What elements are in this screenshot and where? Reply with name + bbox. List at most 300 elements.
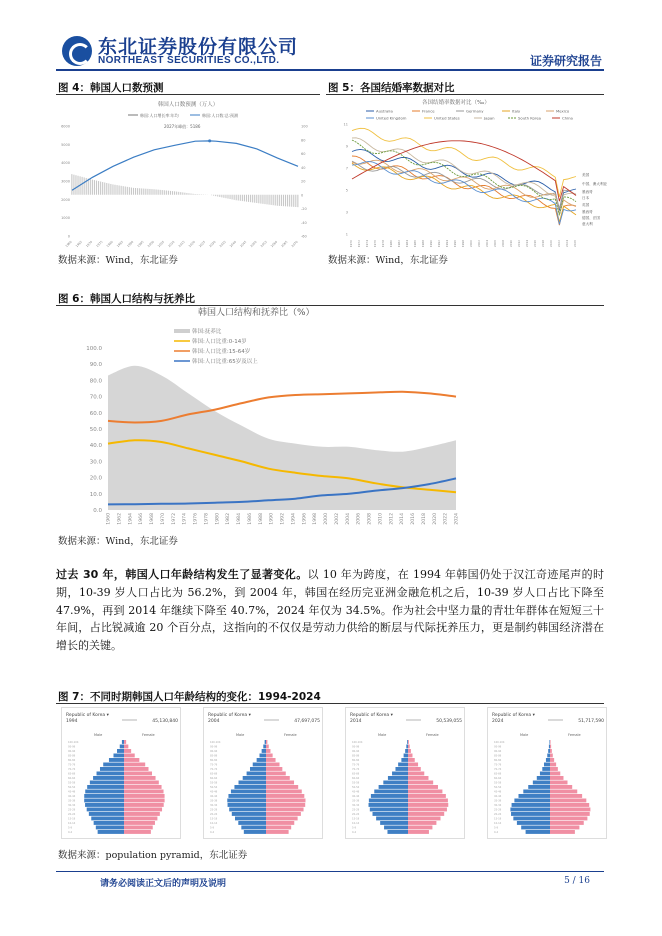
fig4-ytick-right: 80 [301, 138, 306, 143]
pyramid-age-label: 10-14 [352, 822, 360, 825]
fig6-legend [174, 327, 258, 365]
pyramid-age-label: 70-74 [210, 768, 218, 771]
fig4-source: 数据来源：Wind，东北证券 [58, 255, 178, 266]
fig6-xtick: 2012 [389, 513, 395, 525]
pyramid-age-label: 55-59 [210, 781, 218, 785]
fig4-ytick-right: -40 [301, 220, 307, 225]
fig4-xtick: 2020 [187, 239, 196, 249]
pyramid-female-bar [266, 758, 276, 762]
pyramid-female-bar [408, 821, 436, 825]
pyramid-female-bar [550, 749, 552, 753]
pyramid-male-bar [384, 826, 408, 830]
fig4-bar [250, 195, 251, 202]
pyramid-female-bar [550, 767, 558, 771]
fig4-bar [147, 189, 148, 195]
fig5-xtick: 1974 [365, 240, 369, 248]
pyramid-female-bar [408, 758, 415, 762]
pyramid-age-label: 30-34 [210, 804, 218, 807]
fig5-xtick: 2000 [469, 240, 473, 248]
fig6-ytick: 80.0 [89, 378, 102, 385]
fig5-source: 数据来源：Wind，东北证券 [328, 255, 448, 266]
pyramid-age-label: 55-59 [494, 781, 502, 785]
pyramid-age-label: 45-49 [68, 790, 76, 794]
pyramid-age-label: 30-34 [494, 804, 502, 807]
pyramid-male-bar [91, 817, 124, 821]
fig6-inner-title: 韩国人口结构和抚养比（%） [198, 308, 315, 318]
svg-text:日本: 日本 [582, 196, 590, 200]
pyramid-male-bar [518, 794, 550, 798]
pyramid-male-bar [540, 772, 550, 776]
fig4-bar [114, 185, 115, 195]
fig6-legend-0: 韩国:抚养比 [192, 329, 222, 335]
pyramid-age-label: 90-94 [210, 750, 218, 753]
report-type: 证券研究报告 [529, 54, 602, 68]
fig6-xtick: 1966 [139, 513, 145, 525]
pyramid-female-bar [550, 812, 590, 816]
fig4-rule [56, 94, 320, 95]
pyramid-male-bar [265, 740, 266, 744]
pyramid-male-bar [120, 745, 124, 749]
fig4-bar [246, 195, 247, 202]
fig4-bar [232, 195, 233, 200]
fig4-xtick: 2005 [156, 239, 166, 249]
fig6-xtick: 2000 [324, 513, 329, 525]
fig5-legend-8: South Korea [518, 115, 542, 121]
pyramid-female-bar [124, 758, 139, 762]
fig4-bar [121, 186, 122, 195]
fig4-bar [238, 195, 239, 201]
fig6-ytick: 90.0 [89, 362, 102, 369]
fig4-bar [215, 195, 216, 196]
pyramid-female-bar [266, 790, 302, 794]
pyramid-male-bar [235, 817, 266, 821]
pyramid-male-bar [231, 790, 266, 794]
pyramid-age-label: 5-9 [210, 826, 215, 830]
pyramid-male-bar [542, 767, 550, 771]
pyramid-female-bar [266, 817, 298, 821]
pyramid-male-bar [380, 821, 408, 825]
fig5-xtick: 1986 [413, 240, 417, 248]
fig4-bar [273, 195, 274, 205]
population-pyramid-chart [346, 708, 466, 840]
fig6-xtick: 2010 [378, 513, 384, 525]
pyramid-female-label: Female [426, 733, 439, 737]
fig6-ytick: 70.0 [89, 394, 102, 401]
pyramid-female-label: Female [142, 733, 155, 737]
fig5-xtick: 1992 [437, 240, 441, 248]
fig4-bar [153, 189, 154, 195]
pyramid-male-bar [84, 794, 124, 798]
fig5-ytick: 3 [345, 210, 348, 215]
pyramid-female-bar [408, 745, 410, 749]
pyramid-male-bar [94, 821, 124, 825]
pyramid-female-bar [408, 754, 412, 758]
fig4-line [72, 141, 298, 190]
fig4-bar [291, 195, 292, 207]
fig4-bar [188, 193, 189, 195]
pyramid-female-bar [550, 826, 579, 830]
population-pyramid-chart [488, 708, 608, 840]
fig4-bar [82, 177, 83, 195]
fig4-bar [92, 180, 93, 195]
fig5-series-line [352, 149, 576, 210]
pyramid-population: 51,717,590 [578, 719, 604, 724]
fig4-ytick-right: 0 [301, 193, 304, 198]
pyramid-age-label: 55-59 [68, 781, 76, 785]
fig5-xtick: 2010 [509, 240, 513, 248]
pyramid-male-bar [373, 812, 408, 816]
pyramid-age-label: 75-79 [352, 763, 360, 767]
fig6-ytick: 0.0 [93, 508, 102, 514]
pyramid-male-bar [517, 821, 550, 825]
fig6-title: 图 6：韩国人口结构与抚养比 [58, 293, 195, 305]
pyramid-female-bar [408, 767, 421, 771]
fig6-xtick: 1988 [258, 513, 264, 525]
fig4-bar [162, 190, 163, 195]
pyramid-male-bar [90, 781, 124, 785]
pyramid-male-bar [383, 781, 408, 785]
pyramid-age-label: 35-39 [210, 799, 218, 803]
pyramid-male-label: Male [236, 733, 245, 737]
fig6-xtick: 2014 [400, 513, 406, 525]
fig4-bar [106, 183, 107, 195]
pyramid-male-bar [241, 826, 266, 830]
pyramid-population: 45,130,840 [152, 719, 178, 724]
pyramid-male-bar [103, 763, 124, 767]
fig6-xtick: 2016 [411, 513, 416, 525]
pyramid-male-bar [85, 803, 124, 807]
pyramid-age-label: 85-89 [68, 754, 76, 758]
pyramid-male-bar [376, 817, 408, 821]
fig6-xtick: 2020 [432, 513, 438, 525]
fig5-rule [326, 94, 604, 95]
fig4-bar [256, 195, 257, 203]
fig4-bar [271, 195, 272, 205]
fig5-xtick: 2016 [533, 240, 537, 248]
pyramid-male-bar [546, 758, 550, 762]
fig6-xtick: 1976 [193, 513, 199, 525]
fig4-bar [170, 191, 171, 195]
pyramid-age-label: 20-24 [352, 813, 360, 816]
fig4-bar [219, 195, 220, 197]
pyramid-female-label: Female [284, 733, 297, 737]
fig4-ytick-right: -20 [301, 207, 307, 211]
pyramid-female-bar [550, 790, 577, 794]
pyramid-male-bar [512, 803, 550, 807]
fig4-bar [213, 195, 214, 196]
pyramid-male-bar [544, 763, 550, 767]
fig4-bar [141, 188, 142, 194]
pyramid-female-bar [124, 817, 157, 821]
pyramid-female-bar [408, 749, 411, 753]
fig4-ytick-right: 60 [301, 152, 306, 156]
pyramid-female-bar [266, 799, 305, 803]
fig5-inner-title: 各国结婚率数据对比（‰） [422, 100, 490, 106]
fig5-legend-0: Australia [376, 108, 393, 114]
fig5-xtick: 1978 [381, 240, 385, 248]
pyramid-female-bar [408, 785, 438, 789]
pyramid-male-bar [401, 758, 408, 762]
pyramid-age-label: 10-14 [68, 822, 76, 825]
fig4-legend-line: 韩国:人口数:总:预测 [202, 113, 239, 118]
pyramid-female-bar [550, 758, 554, 762]
pyramid-female-bar [408, 803, 448, 807]
fig4-xtick: 2070 [290, 239, 299, 249]
pyramid-age-label: 15-19 [494, 817, 502, 821]
pyramid-male-bar [510, 808, 550, 812]
pyramid-male-bar [85, 790, 124, 794]
pyramid-female-bar [408, 790, 442, 794]
pyramid-male-bar [511, 812, 550, 816]
fig4-xtick: 2045 [239, 239, 248, 249]
pyramid-male-bar [369, 803, 408, 807]
pyramid-male-bar [263, 745, 266, 749]
fig6-ytick: 40.0 [89, 443, 102, 450]
pyramid-female-label: Female [568, 733, 581, 737]
fig5-xtick: 2024 [565, 240, 569, 248]
pyramid-male-bar [234, 785, 266, 789]
fig4-bar [221, 195, 222, 198]
svg-text:墨西哥: 墨西哥 [582, 210, 593, 214]
pyramid-male-bar [387, 830, 408, 834]
fig4-ytick: 5000 [61, 142, 70, 147]
pyramid-female-bar [266, 740, 267, 744]
fig4-bar [248, 195, 249, 202]
fig6-legend-2: 韩国:人口比重:15-64岁 [192, 349, 251, 355]
pyramid-female-bar [266, 781, 294, 785]
pyramid-country: Republic of Korea ▾ [492, 713, 535, 718]
fig4-bar [119, 185, 120, 194]
pyramid-age-label: 60-64 [352, 777, 360, 780]
pyramid-male-bar [547, 754, 550, 758]
pyramid-age-label: 80-84 [210, 759, 218, 762]
pyramid-female-bar [124, 808, 162, 812]
fig4-bar [102, 182, 103, 195]
fig6-xtick: 1972 [171, 513, 177, 525]
fig4-bar [90, 179, 91, 195]
pyramid-age-label: 80-84 [494, 759, 502, 762]
pyramid-age-label: 95-99 [352, 745, 360, 749]
fig4-peak-marker [208, 139, 211, 142]
fig4-xtick: 2015 [177, 239, 186, 249]
fig4-bar [275, 195, 276, 206]
fig4-bar [166, 190, 167, 194]
pyramid-year: 1994 [66, 719, 78, 724]
fig6-xtick: 2004 [345, 513, 351, 525]
fig4-bar [293, 195, 294, 207]
pyramid-male-bar [232, 812, 266, 816]
fig4-bar [110, 184, 111, 195]
fig5-title: 图 5：各国结婚率数据对比 [328, 82, 455, 94]
pyramid-age-label: 25-29 [494, 808, 502, 812]
pyramid-age-label: 75-79 [68, 763, 76, 767]
fig4-ytick-right: -60 [301, 234, 307, 239]
pyramid-country: Republic of Korea ▾ [66, 713, 109, 718]
fig4-bar [96, 181, 97, 195]
fig5-legend-9: China [562, 115, 573, 121]
fig5-ytick: 5 [345, 188, 348, 193]
pyramid-age-label: 70-74 [352, 768, 360, 771]
fig4-bar [98, 181, 99, 195]
pyramid-age-label: 0-4 [210, 831, 215, 834]
pyramid-male-label: Male [378, 733, 387, 737]
pyramid-age-label: 70-74 [68, 768, 76, 771]
fig4-xtick: 1990 [126, 239, 135, 249]
pyramid-population: 47,697,075 [294, 719, 320, 724]
fig4-bar [297, 195, 298, 207]
pyramid-female-bar [550, 781, 567, 785]
pyramid-male-bar [87, 785, 124, 789]
pyramid-age-label: 60-64 [494, 777, 502, 780]
fig4-ytick: 4000 [61, 161, 70, 166]
pyramid-female-bar [124, 821, 155, 825]
pyramid-female-bar [550, 763, 556, 767]
pyramid-age-label: 60-64 [68, 777, 76, 780]
pyramid-female-bar [266, 767, 282, 771]
fig4-bar [258, 195, 259, 204]
fig5-ytick: 9 [345, 144, 348, 149]
pyramid-female-bar [124, 754, 135, 758]
fig5-legend-2: Germany [466, 108, 484, 114]
pyramid-female-bar [408, 794, 446, 798]
pyramid-age-label: 20-24 [210, 813, 218, 816]
pyramid-female-bar [124, 812, 160, 816]
fig6-ytick: 100.0 [86, 346, 102, 352]
fig6-xtick: 1986 [247, 513, 253, 525]
fig4-bar [242, 195, 243, 201]
fig6-ytick: 20.0 [89, 475, 102, 482]
population-pyramid-chart [62, 708, 182, 840]
fig4-bar [145, 189, 146, 195]
pyramid-female-bar [124, 826, 153, 830]
pyramid-age-label: 95-99 [68, 745, 76, 749]
svg-text:意大利: 意大利 [582, 222, 593, 226]
pyramid-male-bar [93, 776, 124, 780]
fig4-ytick: 0 [67, 234, 70, 239]
fig5-legend-6: United States [434, 115, 460, 121]
fig5-xtick: 2022 [557, 240, 561, 248]
population-pyramid-panel [61, 707, 181, 839]
fig4-bar [266, 195, 267, 205]
pyramid-male-bar [398, 763, 408, 767]
pyramid-male-bar [98, 830, 124, 834]
fig4-bar [234, 195, 235, 200]
pyramid-male-bar [96, 826, 124, 830]
pyramid-male-bar [549, 740, 550, 744]
pyramid-male-bar [109, 758, 124, 762]
pyramid-age-label: 35-39 [68, 799, 76, 803]
fig4-xtick: 2050 [249, 239, 258, 249]
fig4-ytick-right: 40 [301, 165, 306, 170]
pyramid-age-label: 20-24 [68, 813, 76, 816]
fig4-bar [117, 185, 118, 195]
pyramid-age-label: 40-44 [68, 795, 76, 798]
pyramid-male-bar [395, 767, 408, 771]
pyramid-age-label: 95-99 [210, 745, 218, 749]
fig4-xtick: 2035 [218, 239, 227, 249]
company-logo-icon [62, 36, 92, 66]
pyramid-female-bar [408, 772, 424, 776]
pyramid-age-label: 100-104 [68, 741, 79, 744]
pyramid-female-bar [266, 749, 270, 753]
fig4-bar [100, 182, 101, 195]
fig6-xtick: 1964 [128, 513, 134, 525]
fig4-chart [56, 96, 320, 249]
fig4-bar [88, 179, 89, 195]
fig4-bar [94, 180, 95, 195]
pyramid-female-bar [124, 749, 131, 753]
svg-text:中国、澳大利亚: 中国、澳大利亚 [582, 182, 608, 186]
fig5-xtick: 2014 [525, 240, 529, 248]
fig4-bar [184, 193, 185, 195]
pyramid-male-bar [406, 745, 408, 749]
pyramid-female-bar [124, 767, 148, 771]
svg-text:墨西哥: 墨西哥 [582, 190, 593, 194]
pyramid-age-label: 20-24 [494, 813, 502, 816]
fig6-xtick: 1990 [269, 513, 275, 525]
pyramid-male-label: Male [520, 733, 529, 737]
pyramid-female-bar [266, 826, 291, 830]
pyramid-female-bar [550, 803, 589, 807]
pyramid-male-bar [521, 826, 550, 830]
pyramid-male-bar [514, 799, 550, 803]
fig4-bar [283, 195, 284, 206]
fig5-xtick: 2020 [549, 240, 553, 248]
pyramid-male-bar [243, 776, 266, 780]
pyramid-male-bar [404, 754, 408, 758]
pyramid-female-bar [124, 799, 165, 803]
fig4-bar [260, 195, 261, 204]
pyramid-female-bar [550, 830, 575, 834]
fig4-bar [160, 190, 161, 195]
fig6-chart [80, 302, 470, 528]
pyramid-age-label: 85-89 [352, 754, 360, 758]
pyramid-female-bar [408, 799, 448, 803]
fig4-inner-title: 韩国人口数预测（万人） [157, 102, 219, 108]
fig4-xtick: 1975 [95, 239, 104, 249]
pyramid-age-label: 85-89 [494, 754, 502, 758]
fig4-bar [135, 188, 136, 195]
fig4-xtick: 2065 [280, 239, 289, 249]
pyramid-age-label: 45-49 [352, 790, 360, 794]
pyramid-age-label: 25-29 [68, 808, 76, 812]
fig5-series-line [352, 138, 576, 214]
fig4-bar [172, 191, 173, 195]
pyramid-age-label: 75-79 [210, 763, 218, 767]
fig4-bar [156, 189, 157, 194]
pyramid-age-label: 40-44 [210, 795, 218, 798]
pyramid-male-bar [392, 772, 408, 776]
pyramid-age-label: 10-14 [494, 822, 502, 825]
pyramid-age-label: 30-34 [352, 804, 360, 807]
pyramid-female-bar [550, 821, 584, 825]
fig6-xtick: 1980 [215, 513, 221, 525]
fig5-xtick: 1972 [357, 240, 361, 248]
fig4-bar [112, 184, 113, 194]
svg-text:美国: 美国 [582, 173, 590, 177]
fig4-bar [71, 174, 72, 195]
pyramid-female-bar [124, 740, 126, 744]
fig4-plot [61, 125, 308, 249]
fig4-bar [133, 188, 134, 195]
pyramid-male-bar [548, 749, 550, 753]
pyramid-female-bar [124, 785, 162, 789]
fig4-bar [217, 195, 218, 197]
fig5-xtick: 1998 [461, 240, 465, 248]
company-name-en: NORTHEAST SECURITIES CO.,LTD. [98, 55, 280, 66]
pyramid-male-bar [549, 745, 550, 749]
pyramid-male-bar [262, 749, 266, 753]
